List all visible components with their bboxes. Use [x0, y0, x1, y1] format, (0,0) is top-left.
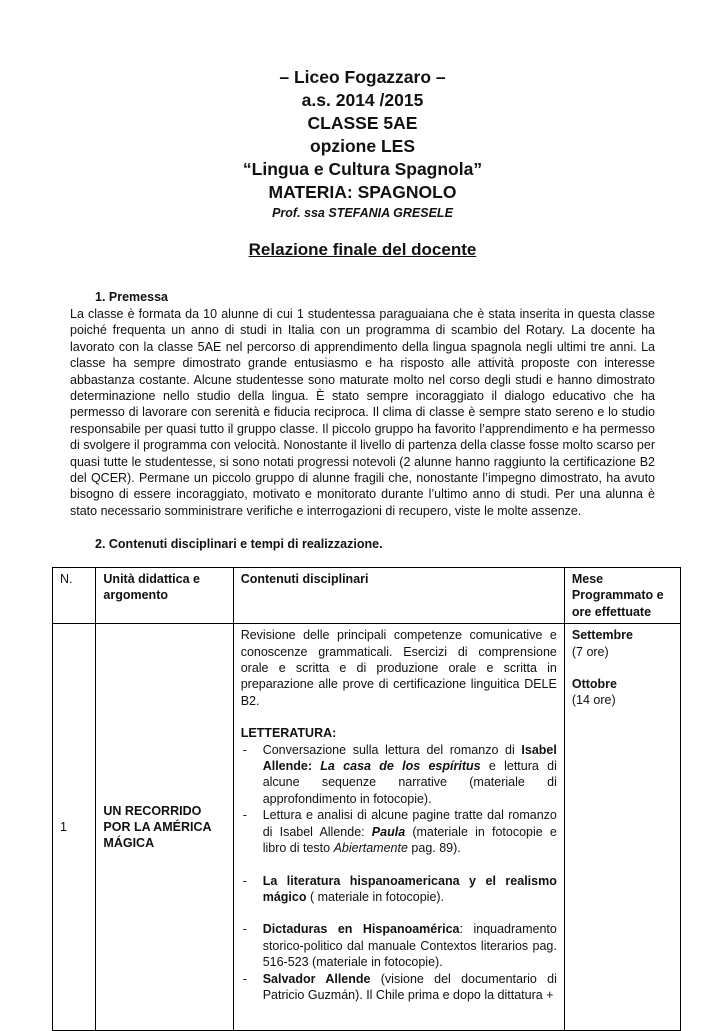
- item-topic: Salvador Allende: [262, 971, 371, 986]
- class-option: opzione LES: [310, 136, 415, 156]
- contents-intro: Revisione delle principali competenze comunicative e conoscenze grammaticali. Esercizi di comprensione orale e scritta e di produzione orale e scritta in preparazione alle prove di certificazione linguitica DELE B2.: [240, 628, 557, 708]
- item-text: e lettura di alcune sequenze narrative (materiale di approfondimento in fotocopie).: [262, 759, 557, 806]
- item-topic: La literatura hispanoamericana y el realismo mágico: [262, 873, 557, 904]
- school-year: a.s. 2014 /2015: [301, 90, 424, 110]
- list-item: [241, 873, 557, 906]
- hours-september: (7 ore): [571, 644, 609, 659]
- contents-list: [241, 742, 557, 1004]
- row-number: 1: [53, 624, 96, 1031]
- item-text: : inquadramento storico-politico dal manuale Contextos literarios pag. 516-523 (materiale in fotocopie).: [262, 922, 557, 970]
- row-unit: UN RECORRIDO POR LA AMÉRICA MÁGICA: [96, 624, 233, 1031]
- list-item: [241, 807, 557, 856]
- item-book: Abiertamente: [333, 841, 408, 856]
- table-row: [53, 624, 681, 1031]
- header-unit: Unità didattica e argomento: [96, 568, 233, 624]
- subject-name: MATERIA: SPAGNOLO: [268, 182, 457, 202]
- item-text: (materiale in fotocopie e libro di testo: [262, 824, 557, 856]
- school-name: – Liceo Fogazzaro –: [279, 67, 446, 87]
- document-title: Relazione finale del docente: [248, 240, 477, 259]
- list-item: [241, 921, 557, 970]
- section1-heading: 1. Premessa: [95, 290, 168, 304]
- item-title: Paula: [371, 824, 406, 839]
- item-text: pag. 89).: [407, 841, 461, 856]
- item-topic: Dictaduras en Hispanoamérica: [262, 922, 460, 937]
- month-september: Settembre: [571, 628, 633, 643]
- course-name: “Lingua e Cultura Spagnola”: [242, 159, 483, 179]
- table-header-row: [53, 568, 681, 624]
- program-table: [52, 567, 681, 1031]
- letteratura-label: LETTERATURA:: [240, 726, 337, 741]
- list-item: [241, 742, 557, 808]
- item-text: Conversazione sulla lettura del romanzo di: [262, 742, 522, 757]
- hours-october: (14 ore): [571, 693, 616, 708]
- class-name: CLASSE 5AE: [307, 113, 418, 133]
- document-header: [0, 66, 725, 222]
- section2-heading: 2. Contenuti disciplinari e tempi di realizzazione.: [95, 537, 383, 551]
- header-n: N.: [53, 568, 96, 624]
- month-october: Ottobre: [571, 677, 617, 692]
- header-months: Mese Programmato e ore effettuate: [564, 568, 680, 624]
- list-item: [241, 971, 557, 1004]
- header-contents: Contenuti disciplinari: [233, 568, 564, 624]
- item-author: Isabel Allende:: [262, 742, 557, 774]
- item-text: (visione del documentario di Patricio Guzmán). Il Chile prima e dopo la dittatura +: [262, 971, 557, 1002]
- row-months: [564, 624, 680, 1031]
- item-text: Lettura e analisi di alcune pagine tratte dal romanzo di Isabel Allende:: [262, 808, 557, 839]
- item-text: ( materiale in fotocopie).: [306, 889, 445, 904]
- section1-paragraph: La classe è formata da 10 alunne di cui 1 studentessa paraguaiana che è stata inserita in questa classe poiché frequenta un anno di studi in Italia con un programma di scambio del Rotary. La docente ha lavorato con la classe 5AE nel percorso di apprendimento della lingua spagnola negli ultimi tre anni. La classe ha sempre dimostrato grande entusiasmo e ha risposto alle attività proposte con interesse abbastanza costante. Alcune studentesse sono maturate molto nel corso degli studi e hanno dimostrato determinazione nello studio della lingua. È stato sempre incoraggiato il dialogo educativo che ha permesso di lavorare con serenità e fiducia reciproca. Il clima di classe è sempre stato sereno e lo studio responsabile per quasi tutto il gruppo classe. Il piccolo gruppo ha favorito l’apprendimento e ha permesso di svolgere il programma con velocità. Nonostante il livello di partenza della classe fosse molto scarso per quasi tutte le studentesse, si sono notati progressi notevoli (2 alunne hanno raggiunto la certificazione B2 del QCER). Permane un piccolo gruppo di alunne fragili che, nonostante l’impegno dimostrato, ha avuto bisogno di essere incoraggiato, motivato e monitorato durante l’ultimo anno di studi. Per una alunna è stato necessario somministrare verifiche e interrogazioni di recupero, viste le molte assenze.: [70, 307, 655, 518]
- item-title: La casa de los espíritus: [320, 759, 481, 774]
- row-contents: [233, 624, 564, 1031]
- teacher-name: Prof. ssa STEFANIA GRESELE: [272, 206, 453, 220]
